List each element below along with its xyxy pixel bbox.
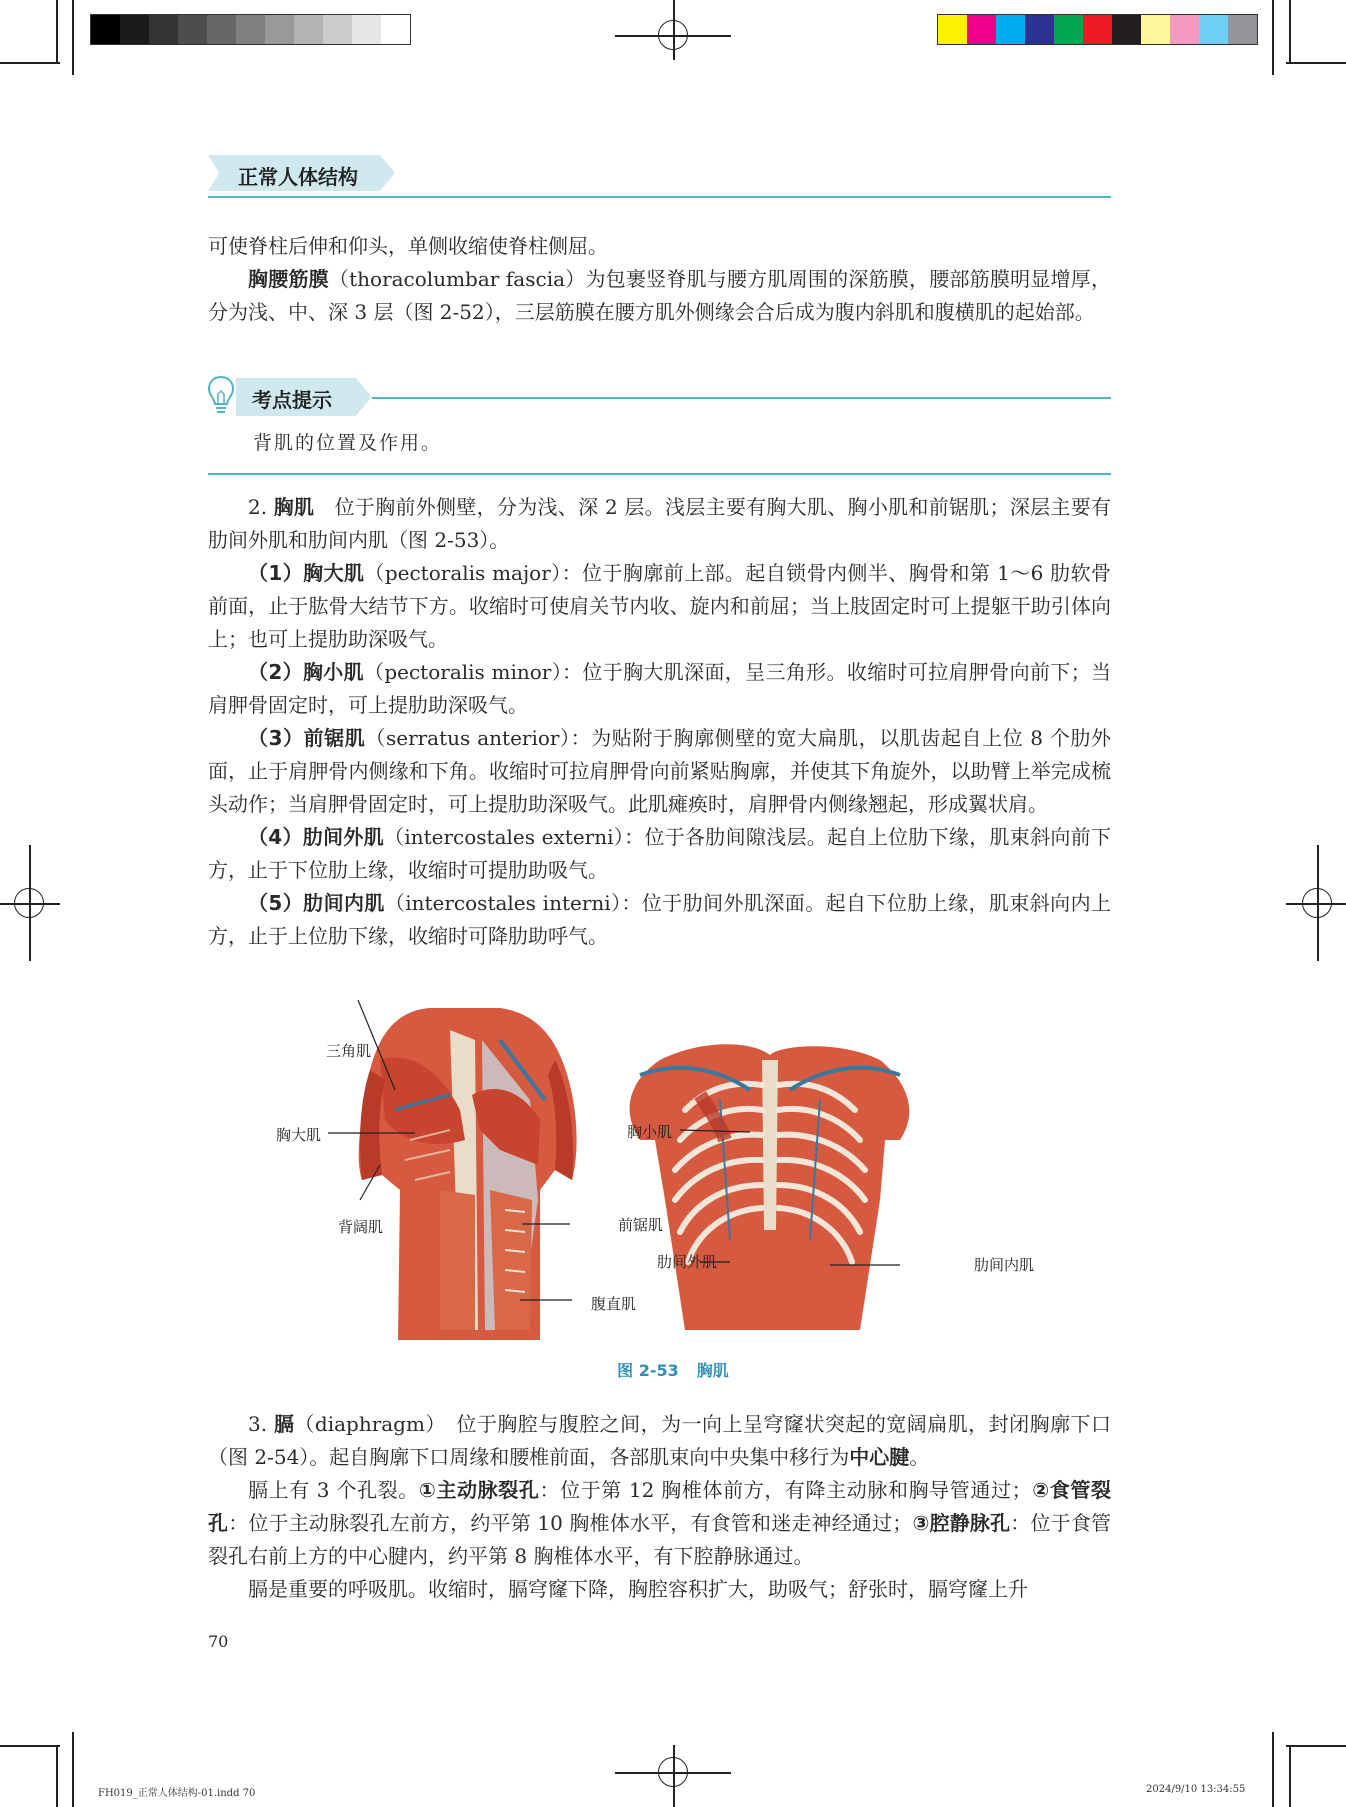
grey-scale-bar (90, 14, 411, 45)
tip-rule-bottom (208, 473, 1111, 475)
chest-muscle-figure (276, 1000, 1060, 1350)
header-title: 正常人体结构 (238, 165, 358, 189)
grey-swatch (149, 15, 178, 44)
label-internal-intercostal: 肋间内肌 (974, 1256, 1035, 1274)
term: 胸大肌 (303, 561, 365, 585)
color-swatch (1083, 15, 1112, 44)
header-rule (208, 196, 1111, 198)
figure-caption: 图 2-53 胸肌 (617, 1361, 729, 1380)
grey-swatch (236, 15, 265, 44)
term: 肋间内肌 (303, 891, 385, 915)
color-swatch (1025, 15, 1054, 44)
paragraph: 膈上有 3 个孔裂。①主动脉裂孔：位于第 12 胸椎体前方，有降主动脉和胸导管通过；②食管裂孔：位于主动脉裂孔左前方，约平第 10 胸椎体水平，有食管和迷走神经通过；③腔静脉孔：位于食管裂孔右前上方的中心腱内，约平第 8 胸椎体水平，有下腔静脉通过。 (208, 1478, 1112, 1568)
term: 胸小肌 (302, 660, 364, 684)
color-calibration-bar (937, 14, 1258, 45)
term: 胸腰筋膜 (248, 267, 329, 291)
label-external-intercostal: 肋间外肌 (657, 1253, 718, 1271)
color-swatch (938, 15, 967, 44)
superficial-torso-illustration (359, 1008, 577, 1340)
label-deltoid: 三角肌 (326, 1042, 372, 1060)
tip-text: 背肌的位置及作用。 (253, 432, 443, 454)
term: 膈 (273, 1412, 295, 1436)
list-item: （2）胸小肌（pectoralis minor）：位于胸大肌深面，呈三角形。收缩时可拉肩胛骨向前下；当肩胛骨固定时，可上提肋助深吸气。 (208, 660, 1111, 717)
term: ③腔静脉孔 (912, 1511, 1011, 1535)
tip-rule-top (372, 397, 1111, 399)
grey-swatch (207, 15, 236, 44)
color-swatch (1054, 15, 1083, 44)
chest-muscle-illustration (300, 1000, 1060, 1350)
term: 中心腱 (849, 1445, 910, 1469)
footer-timestamp: 2024/9/10 13:34:55 (1146, 1784, 1246, 1795)
lightbulb-icon (207, 374, 235, 418)
grey-swatch (323, 15, 352, 44)
paragraph: 2. 胸肌 位于胸前外侧壁，分为浅、深 2 层。浅层主要有胸大肌、胸小肌和前锯肌；深层主要有肋间外肌和肋间内肌（图 2-53）。 (208, 495, 1111, 552)
grey-swatch (352, 15, 381, 44)
paragraph: 胸腰筋膜（thoracolumbar fascia）为包裹竖脊肌与腰方肌周围的深筋膜，腰部筋膜明显增厚，分为浅、中、深 3 层（图 2-52），三层筋膜在腰方肌外侧缘会合后成为腹内斜肌和腹横肌的起始部。 (208, 267, 1111, 324)
term: 前锯肌 (303, 726, 366, 750)
term: ②食管裂孔 (208, 1478, 1111, 1535)
grey-swatch (178, 15, 207, 44)
grey-swatch (91, 15, 120, 44)
list-item: （4）肋间外肌（intercostales externi）：位于各肋间隙浅层。起自上位肋下缘，肌束斜向前下方，止于下位肋上缘，收缩时可提肋助吸气。 (208, 825, 1112, 882)
term: ①主动脉裂孔 (418, 1478, 540, 1502)
diaphragm-section (208, 1408, 1111, 1606)
label-latissimus-dorsi: 背阔肌 (338, 1218, 384, 1236)
paragraph: 3. 膈（diaphragm） 位于胸腔与腹腔之间，为一向上呈穹窿状突起的宽阔扁肌，封闭胸廓下口（图 2-54）。起自胸廓下口周缘和腰椎前面，各部肌束向中央集中移行为中心腱。 (208, 1412, 1112, 1469)
label-rectus-abdominis: 腹直肌 (591, 1295, 637, 1313)
term: 胸肌 (273, 495, 315, 519)
term: 肋间外肌 (302, 825, 385, 849)
list-item: （5）肋间内肌（intercostales interni）：位于肋间外肌深面。起自下位肋上缘，肌束斜向内上方，止于上位肋下缘，收缩时可降肋助呼气。 (208, 891, 1111, 948)
label-pectoralis-minor: 胸小肌 (627, 1123, 673, 1141)
paragraph: 膈是重要的呼吸肌。收缩时，膈穹窿下降，胸腔容积扩大，助吸气；舒张时，膈穹窿上升 (248, 1577, 1028, 1601)
label-pectoralis-major: 胸大肌 (276, 1126, 322, 1144)
intro-section (208, 230, 1111, 329)
footer-file-info: FH019_正常人体结构-01.indd 70 (98, 1788, 256, 1799)
paragraph: 可使脊柱后伸和仰头，单侧收缩使脊柱侧屈。 (208, 234, 608, 258)
page-number: 70 (208, 1632, 229, 1651)
grey-swatch (265, 15, 294, 44)
list-item: （1）胸大肌（pectoralis major）：位于胸廓前上部。起自锁骨内侧半、胸骨和第 1～6 肋软骨前面，止于肱骨大结节下方。收缩时可使肩关节内收、旋内和前屈；当上肢固定时可上提躯干助引体向上；也可上提肋助深吸气。 (208, 561, 1112, 651)
grey-swatch (381, 15, 410, 44)
color-swatch (967, 15, 996, 44)
color-swatch (1170, 15, 1199, 44)
color-swatch (1228, 15, 1257, 44)
chest-section (208, 491, 1111, 953)
label-serratus-anterior: 前锯肌 (618, 1216, 664, 1234)
color-swatch (1112, 15, 1141, 44)
deep-torso-illustration (630, 1044, 910, 1330)
color-swatch (1199, 15, 1228, 44)
list-item: （3）前锯肌（serratus anterior）：为贴附于胸廓侧壁的宽大扁肌，以肌齿起自上位 8 个肋外面，止于肩胛骨内侧缘和下角。收缩时可拉肩胛骨向前紧贴胸廓，并使其下角旋外，以助臂上举完成梳头动作；当肩胛骨固定时，可上提肋助深吸气。此肌瘫痪时，肩胛骨内侧缘翘起，形成翼状肩。 (208, 726, 1112, 816)
grey-swatch (120, 15, 149, 44)
color-swatch (996, 15, 1025, 44)
color-swatch (1141, 15, 1170, 44)
tip-title: 考点提示 (252, 388, 332, 412)
grey-swatch (294, 15, 323, 44)
